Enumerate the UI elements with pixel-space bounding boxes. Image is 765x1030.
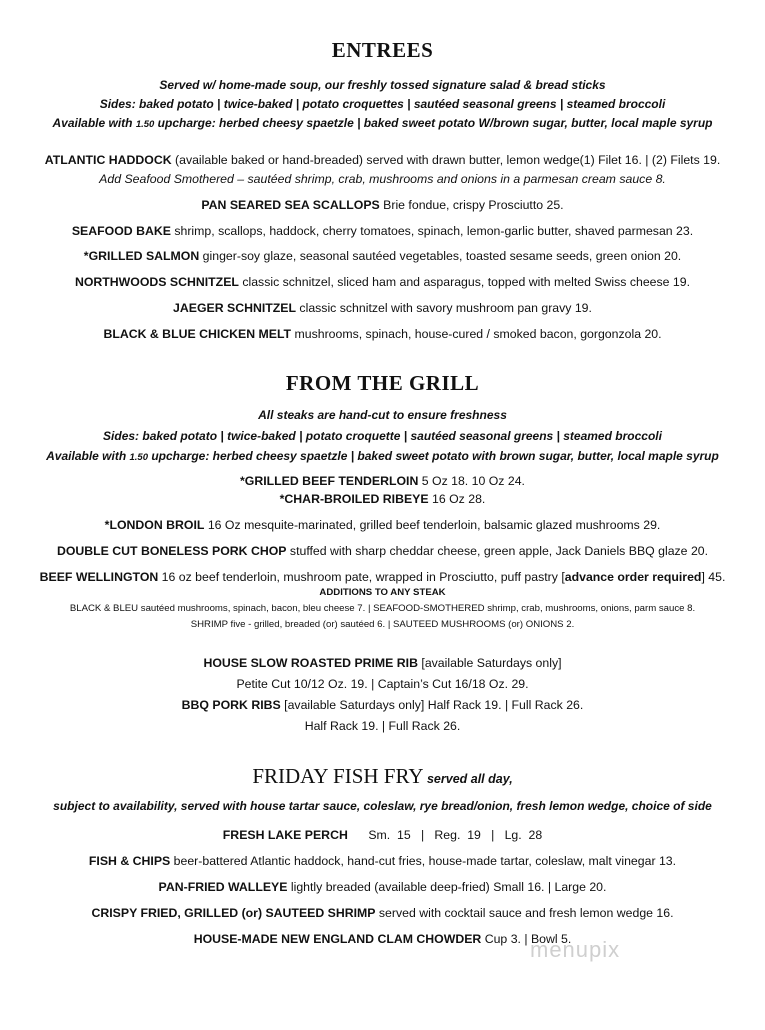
- item-desc: [available Saturdays only]: [417, 656, 562, 670]
- menu-item-prime-rib: [0, 656, 765, 671]
- fishfry-title: FRIDAY FISH FRY: [252, 764, 424, 788]
- item-desc: 16 Oz 28.: [428, 492, 486, 506]
- entrees-sides: Sides: baked potato | twice-baked | potato croquettes | sautéed seasonal greens | steamed broccoli: [99, 97, 666, 111]
- fishfry-served-note: served all day,: [423, 772, 513, 786]
- prime-rib-sizes: Petite Cut 10/12 Oz. 19. | Captain’s Cut 16/18 Oz. 29.: [236, 677, 529, 691]
- menu-item-beef-wellington: [0, 570, 765, 585]
- item-desc: mushrooms, spinach, house-cured / smoked bacon, gorgonzola 20.: [291, 327, 662, 341]
- fishfry-note: subject to availability, served with house tartar sauce, coleslaw, rye bread/onion, fresh lemon wedge, choice of side: [53, 799, 712, 813]
- item-desc: 16 oz beef tenderloin, mushroom pate, wrapped in Prosciutto, puff pastry [: [158, 570, 565, 584]
- additions-title: ADDITIONS TO ANY STEAK: [319, 587, 446, 598]
- entrees-upcharge: [0, 115, 765, 132]
- item-desc: ginger-soy glaze, seasonal sautéed vegetables, toasted sesame seeds, green onion 20.: [199, 249, 682, 263]
- upcharge-prefix: Available with: [46, 449, 130, 463]
- watermark-logo: menupix: [530, 937, 621, 962]
- menu-item-walleye: [0, 880, 765, 895]
- item-desc: served with cocktail sauce and fresh lemon wedge 16.: [375, 906, 674, 920]
- item-desc: classic schnitzel with savory mushroom pan gravy 19.: [296, 301, 592, 315]
- upcharge-price: 1.50: [129, 452, 148, 463]
- menu-item-jaeger-schnitzel: [0, 301, 765, 316]
- menu-item-beef-tenderloin: [0, 474, 765, 489]
- menu-item-bbq-pork-ribs: [0, 698, 765, 713]
- upcharge-text: upcharge: herbed cheesy spaetzle | baked sweet potato with brown sugar, butter, local maple syrup: [148, 449, 719, 463]
- item-desc: Sm. 15 | Reg. 19 | Lg. 28: [347, 828, 543, 842]
- grill-sides: Sides: baked potato | twice-baked | potato croquette | sautéed seasonal greens | steamed broccoli: [103, 429, 662, 443]
- item-name: NORTHWOODS SCHNITZEL: [74, 275, 239, 289]
- menu-item-northwoods-schnitzel: [0, 275, 765, 290]
- additions-line-2: SHRIMP five - grilled, breaded (or) sautéed 6. | SAUTEED MUSHROOMS (or) ONIONS 2.: [190, 619, 575, 630]
- menu-item-clam-chowder: [0, 932, 765, 947]
- item-name: *GRILLED BEEF TENDERLOIN: [240, 474, 419, 488]
- menu-item-pork-chop: [0, 544, 765, 559]
- item-desc: classic schnitzel, sliced ham and asparagus, topped with melted Swiss cheese 19.: [238, 275, 691, 289]
- item-desc: beer-battered Atlantic haddock, hand-cut fries, house-made tartar, coleslaw, malt vinegar 13.: [170, 854, 677, 868]
- menu-item-seafood-bake: [0, 224, 765, 239]
- item-desc: Brie fondue, crispy Prosciutto 25.: [379, 198, 564, 212]
- grill-title: FROM THE GRILL: [285, 371, 480, 395]
- item-name: BLACK & BLUE CHICKEN MELT: [103, 327, 292, 341]
- menu-item-pan-seared-scallops: [0, 198, 765, 213]
- item-name: PAN SEARED SEA SCALLOPS: [201, 198, 380, 212]
- menu-item-lake-perch: [0, 828, 765, 843]
- item-name: *CHAR-BROILED RIBEYE: [279, 492, 429, 506]
- entrees-served-note: Served w/ home-made soup, our freshly tossed signature salad & bread sticks: [159, 78, 606, 92]
- item-name: FRESH LAKE PERCH: [222, 828, 348, 842]
- item-desc: 16 Oz mesquite-marinated, grilled beef tenderloin, balsamic glazed mushrooms 29.: [204, 518, 661, 532]
- item-name: DOUBLE CUT BONELESS PORK CHOP: [56, 544, 287, 558]
- item-name: SEAFOOD BAKE: [71, 224, 171, 238]
- menu-item-london-broil: [0, 518, 765, 533]
- menu-item-fish-chips: [0, 854, 765, 869]
- item-desc: Add Seafood Smothered – sautéed shrimp, crab, mushrooms and onions in a parmesan cream sauce 8.: [99, 172, 666, 186]
- item-name: *LONDON BROIL: [104, 518, 205, 532]
- menu-item-shrimp: [0, 906, 765, 921]
- upcharge-price: 1.50: [135, 119, 155, 130]
- menu-item-black-blue-chicken-melt: [0, 327, 765, 342]
- item-desc: shrimp, scallops, haddock, cherry tomatoes, spinach, lemon-garlic butter, shaved parmesan 23.: [170, 224, 694, 238]
- menu-item-ribeye: [0, 492, 765, 507]
- item-name: FISH & CHIPS: [88, 854, 171, 868]
- item-name: ATLANTIC HADDOCK: [44, 153, 172, 167]
- ribs-sizes: Half Rack 19. | Full Rack 26.: [304, 719, 461, 733]
- item-name: HOUSE-MADE NEW ENGLAND CLAM CHOWDER: [193, 932, 482, 946]
- menu-item-grilled-salmon: [0, 249, 765, 264]
- item-desc: [available Saturdays only] Half Rack 19. | Full Rack 26.: [280, 698, 584, 712]
- upcharge-text: upcharge: herbed cheesy spaetzle | baked sweet potato W/brown sugar, butter, local maple syrup: [154, 116, 713, 130]
- item-desc: (available baked or hand-breaded) served with drawn butter, lemon wedge(1) Filet 16. | (2) Filets 19.: [171, 153, 721, 167]
- item-name: CRISPY FRIED, GRILLED (or) SAUTEED SHRIMP: [91, 906, 376, 920]
- advance-order-note: advance order required: [564, 570, 702, 584]
- grill-upcharge: [0, 448, 765, 465]
- fishfry-heading: [0, 761, 765, 791]
- item-name: BEEF WELLINGTON: [39, 570, 159, 584]
- item-name: JAEGER SCHNITZEL: [173, 301, 297, 315]
- entrees-title: ENTREES: [331, 38, 434, 62]
- item-name: PAN-FRIED WALLEYE: [158, 880, 288, 894]
- item-desc: Cup 3. | Bowl 5.: [481, 932, 572, 946]
- item-name: BBQ PORK RIBS: [181, 698, 281, 712]
- item-name: HOUSE SLOW ROASTED PRIME RIB: [203, 656, 418, 670]
- item-name: *GRILLED SALMON: [83, 249, 200, 263]
- grill-note: All steaks are hand-cut to ensure freshness: [258, 408, 507, 422]
- item-price: ] 45.: [701, 570, 726, 584]
- item-desc: stuffed with sharp cheddar cheese, green apple, Jack Daniels BBQ glaze 20.: [286, 544, 709, 558]
- menu-item-atlantic-haddock: [0, 153, 765, 168]
- upcharge-prefix: Available with: [52, 116, 136, 130]
- item-desc: lightly breaded (available deep-fried) Small 16. | Large 20.: [287, 880, 607, 894]
- menu-item-seafood-smothered-addon: [0, 172, 765, 187]
- additions-line-1: BLACK & BLEU sautéed mushrooms, spinach, bacon, bleu cheese 7. | SEAFOOD-SMOTHERED shrimp, crab, mushrooms, onions, parm sauce 8.: [69, 603, 696, 614]
- item-desc: 5 Oz 18. 10 Oz 24.: [418, 474, 525, 488]
